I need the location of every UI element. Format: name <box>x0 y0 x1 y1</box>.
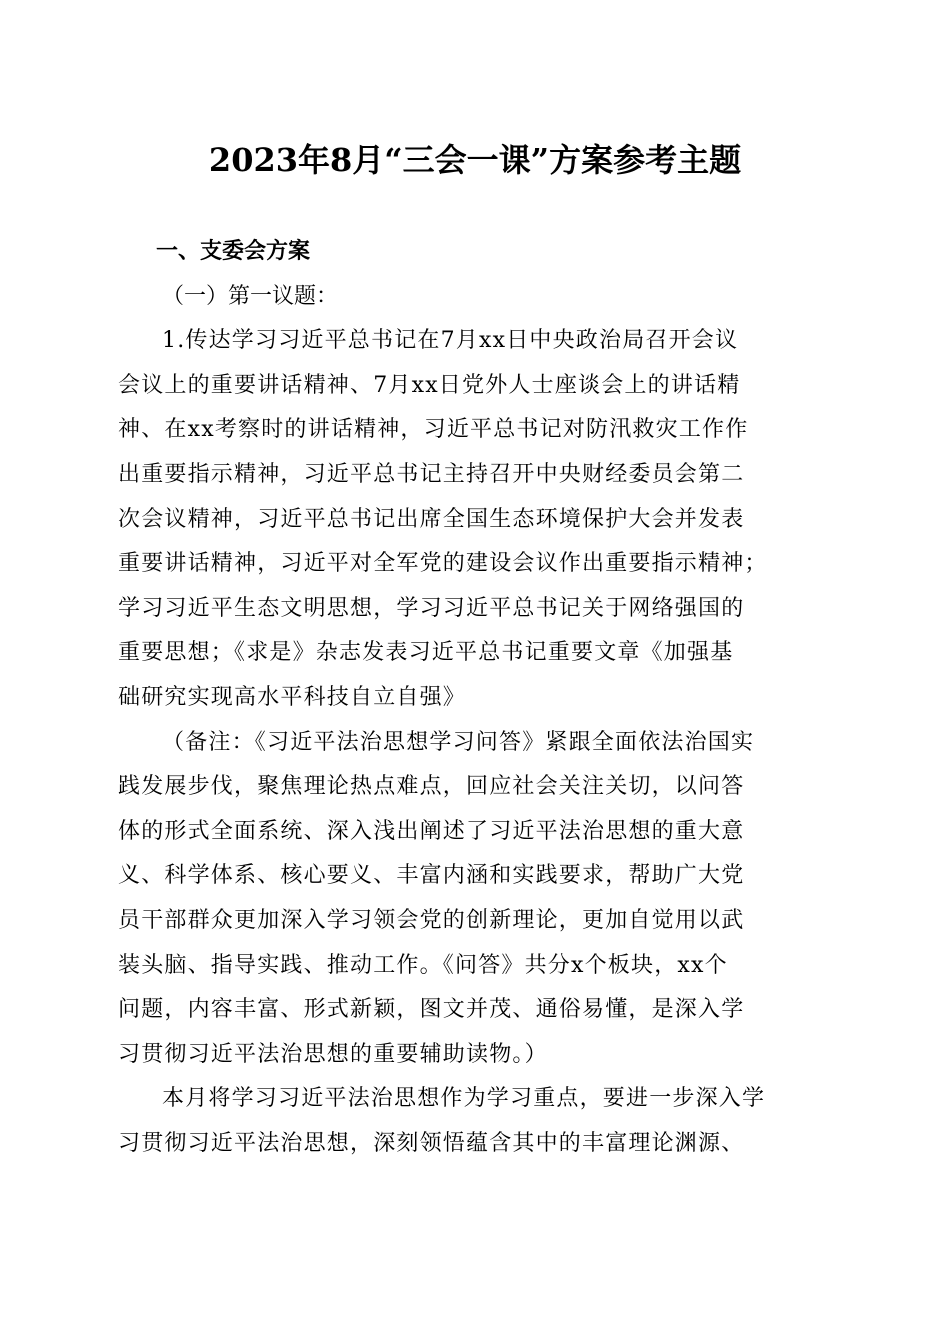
paragraph-line: 装头脑、指导实践、推动工作。《问答》共分x个板块，xx个 <box>118 952 728 978</box>
paragraph-3 <box>118 1077 830 1166</box>
paragraph-line: 学习习近平生态文明思想，学习习近平总书记关于网络强国的 <box>118 595 745 621</box>
paragraph-2 <box>118 721 830 1078</box>
paragraph-line: 本月将学习习近平法治思想作为学习重点，要进一步深入学 <box>162 1086 766 1112</box>
section-heading: 一、支委会方案 <box>156 239 311 264</box>
paragraph-line: 会议上的重要讲话精神、7月xx日党外人士座谈会上的讲话精 <box>118 372 741 398</box>
paragraph-line: 1.传达学习习近平总书记在7月xx日中央政治局召开会议 <box>162 328 739 354</box>
paragraph-line: 习贯彻习近平法治思想，深刻领悟蕴含其中的丰富理论渊源、 <box>118 1130 745 1156</box>
paragraph-line: 重要讲话精神，习近平对全军党的建设会议作出重要指示精神； <box>118 551 768 577</box>
paragraph-line: 问题，内容丰富、形式新颖，图文并茂、通俗易懂，是深入学 <box>118 997 745 1023</box>
document-title: 2023年8月“三会一课”方案参考主题 <box>208 141 742 179</box>
paragraph-line: 神、在xx考察时的讲话精神，习近平总书记对防汛救灾工作作 <box>118 417 749 443</box>
paragraph-line: 义、科学体系、核心要义、丰富内涵和实践要求，帮助广大党 <box>118 863 745 889</box>
paragraph-line: 出重要指示精神，习近平总书记主持召开中央财经委员会第二 <box>118 461 745 487</box>
paragraph-line: （备注：《习近平法治思想学习问答》紧跟全面依法治国实 <box>162 729 755 755</box>
paragraph-line: 体的形式全面系统、深入浅出阐述了习近平法治思想的重大意 <box>118 818 745 844</box>
subsection-heading: （一）第一议题： <box>162 283 339 309</box>
paragraph-line: 践发展步伐，聚焦理论热点难点，回应社会关注关切，以问答 <box>118 774 745 800</box>
paragraph-line: 习贯彻习近平法治思想的重要辅助读物。） <box>118 1041 548 1067</box>
paragraph-line: 础研究实现高水平科技自立自强》 <box>118 684 467 710</box>
paragraph-line: 重要思想；《求是》杂志发表习近平总书记重要文章《加强基 <box>118 640 734 666</box>
paragraph-line: 员干部群众更加深入学习领会党的创新理论，更加自觉用以武 <box>118 907 745 933</box>
document-body <box>118 230 830 1166</box>
paragraph-1 <box>118 319 830 720</box>
paragraph-line: 次会议精神，习近平总书记出席全国生态环境保护大会并发表 <box>118 506 745 532</box>
